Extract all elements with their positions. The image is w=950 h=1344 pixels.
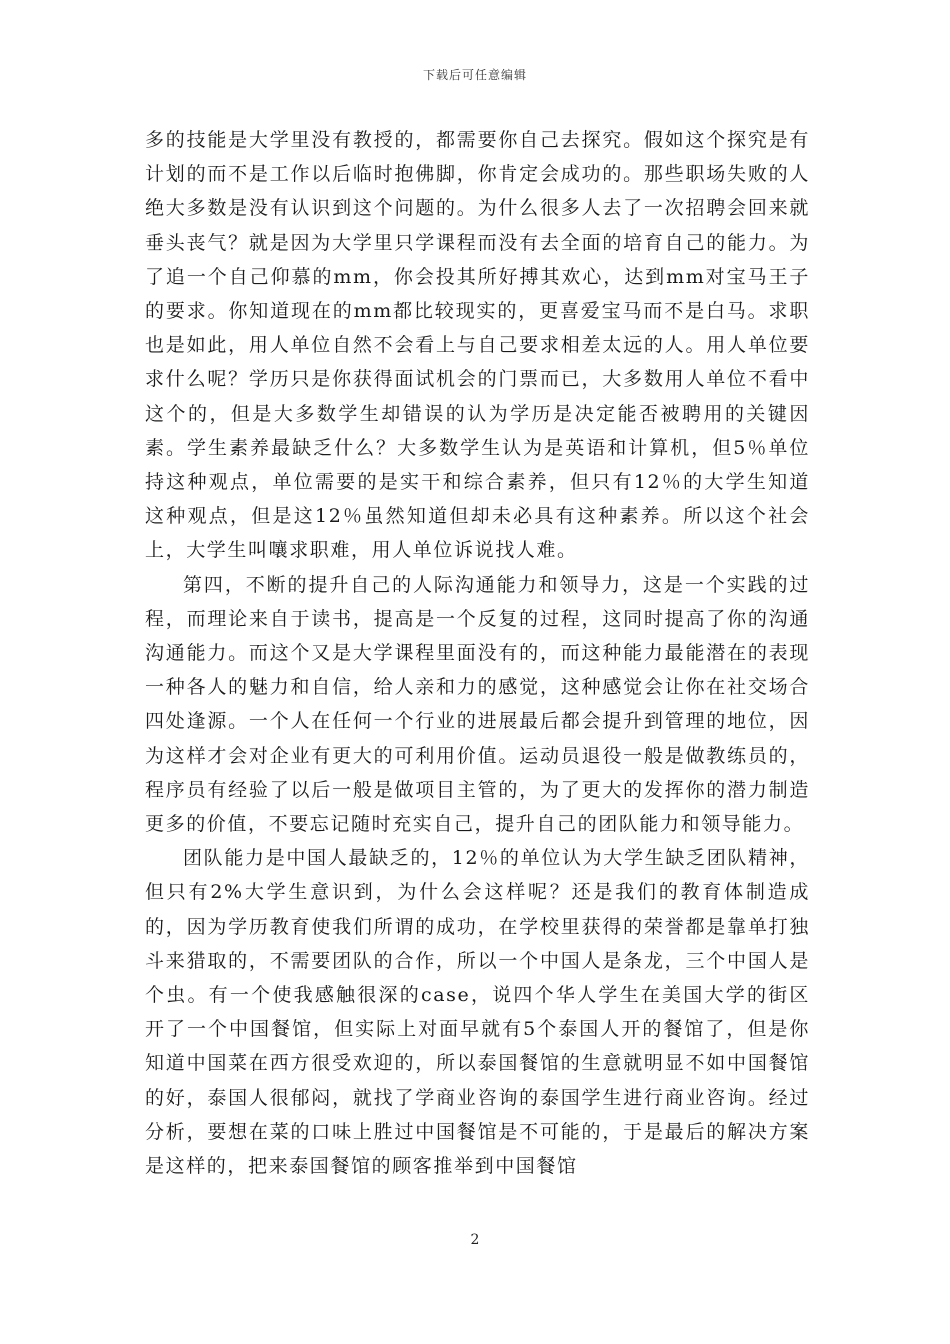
page-number: 2: [470, 1232, 480, 1248]
paragraph-team-ability: 团队能力是中国人最缺乏的，12％的单位认为大学生缺乏团队精神，但只有2%大学生意识到，为什么会这样呢？还是我们的教育体制造成的，因为学历教育使我们所谓的成功，在学校里获得的荣誉都是靠单打独斗来猎取的，不需要团队的合作，所以一个中国人是条龙，三个中国人是个虫。有一个使我感触很深的case，说四个华人学生在美国大学的街区开了一个中国餐馆，但实际上对面早就有5个泰国人开的餐馆了，但是你知道中国菜在西方很受欢迎的，所以泰国餐馆的生意就明显不如中国餐馆的好，泰国人很郁闷，就找了学商业咨询的泰国学生进行商业咨询。经过分析，要想在菜的口味上胜过中国餐馆是不可能的，于是最后的解决方案是这样的，把来泰国餐馆的顾客推举到中国餐馆: [145, 847, 810, 1178]
paragraph-continuation: 多的技能是大学里没有教授的，都需要你自己去探究。假如这个探究是有计划的而不是工作以后临时抱佛脚，你肯定会成功的。那些职场失败的人绝大多数是没有认识到这个问题的。为什么很多人去了一次招聘会回来就垂头丧气？就是因为大学里只学课程而没有去全面的培育自己的能力。为了追一个自己仰慕的mm，你会投其所好搏其欢心，达到mm对宝马王子的要求。你知道现在的mm都比较现实的，更喜爱宝马而不是白马。求职也是如此，用人单位自然不会看上与自己要求相差太远的人。用人单位要求什么呢？学历只是你获得面试机会的门票而已，大多数用人单位不看中这个的，但是大多数学生却错误的认为学历是决定能否被聘用的关键因素。学生素养最缺乏什么？大多数学生认为是英语和计算机，但5％单位持这种观点，单位需要的是实干和综合素养，但只有12％的大学生知道这种观点，但是这12％虽然知道但却未必具有这种素养。所以这个社会上，大学生叫嚷求职难，用人单位诉说找人难。: [145, 129, 810, 562]
page-header: 下载后可任意编辑: [422, 68, 527, 82]
paragraph-fourth-point: 第四，不断的提升自己的人际沟通能力和领导力，这是一个实践的过程，而理论来自于读书，提高是一个反复的过程，这同时提高了你的沟通沟通能力。而这个又是大学课程里面没有的，而这种能力最能潜在的表现一种各人的魅力和自信，给人亲和力的感觉，这种感觉会让你在社交场合四处逢源。一个人在任何一个行业的进展最后都会提升到管理的地位，因为这样才会对企业有更大的可利用价值。运动员退役一般是做教练员的，程序员有经验了以后一般是做项目主管的，为了更大的发挥你的潜力制造更多的价值，不要忘记随时充实自己，提升自己的团队能力和领导能力。: [145, 573, 810, 836]
document-body: [145, 123, 810, 1183]
